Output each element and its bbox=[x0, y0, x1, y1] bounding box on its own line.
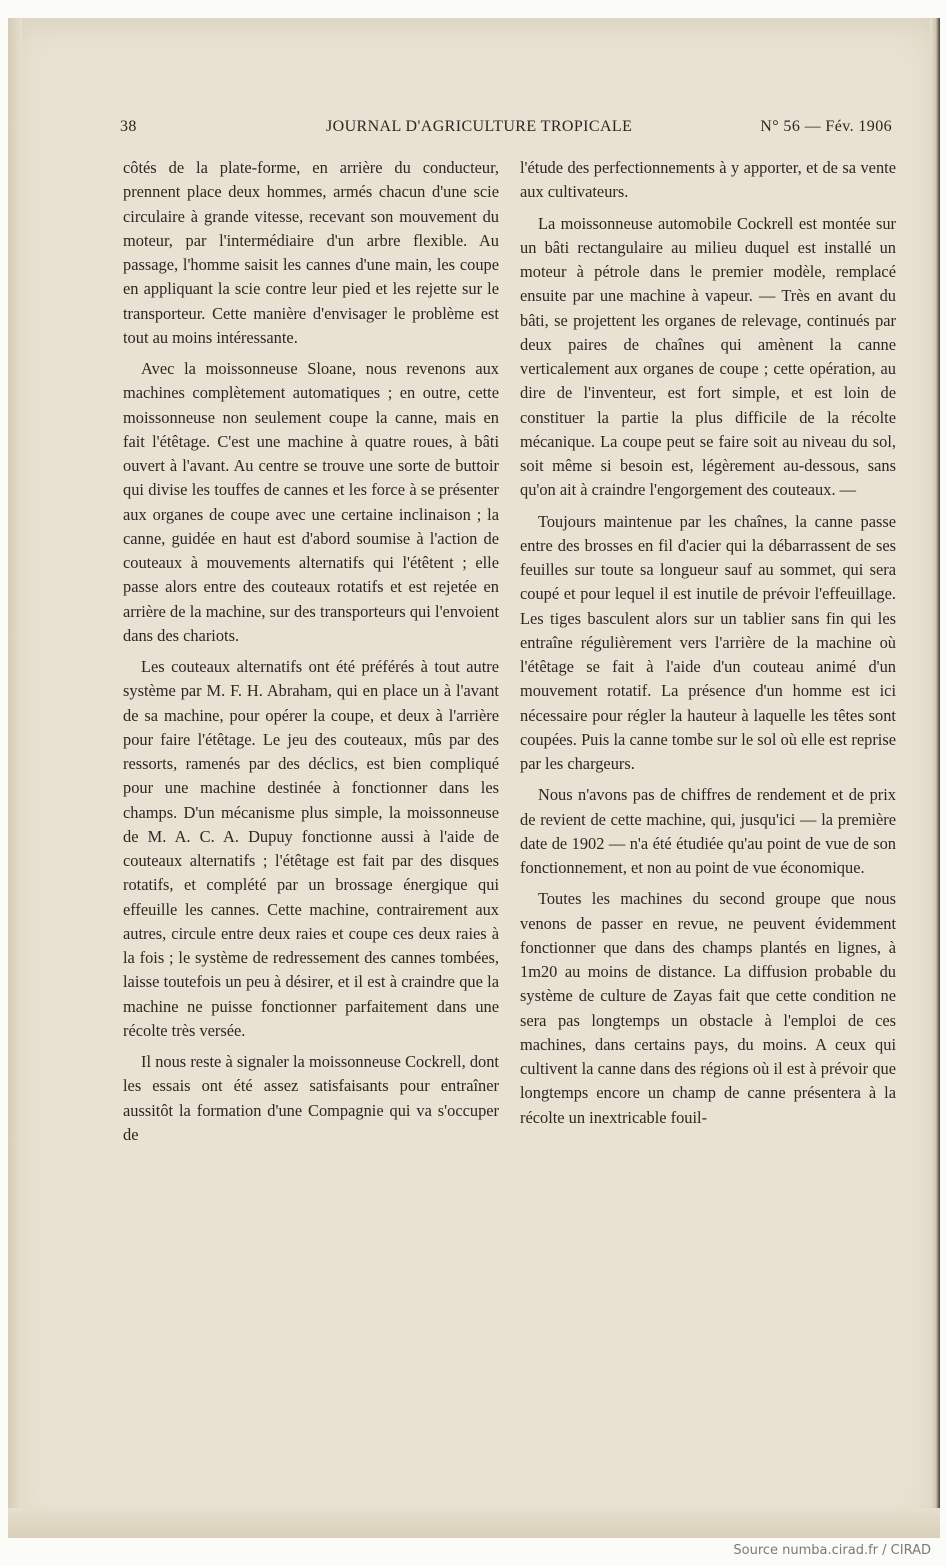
paragraph: côtés de la plate-forme, en arrière du conducteur, prennent place deux hommes, armés chacun d'une scie circulaire à grande vitesse, recevant son mouvement du moteur, par l'intermédiaire d'un arbre flexible. Au passage, l'homme saisit les cannes d'une main, les coupe en appliquant la scie contre leur pied et les rejette sur le transporteur. Cette manière d'envisager le problème est tout au moins intéressante. bbox=[123, 158, 499, 347]
paragraph: La moissonneuse automobile Cockrell est montée sur un bâti rectangulaire au milieu duquel est installé un moteur à pétrole dans le premier modèle, remplacé ensuite par une machine à vapeur. — Très en avant du bâti, se projettent les organes de relevage, continués par deux paires de chaînes qui amènent la canne verticalement aux organes de coupe ; cette opération, au dire de l'inventeur, est fort simple, et est loin de constituer la partie la plus difficile de la récolte mécanique. La coupe peut se faire soit au niveau du sol, soit même si besoin est, légèrement au-dessous, sans qu'on ait à craindre l'engorgement des couteaux. — bbox=[520, 213, 896, 500]
page-edge-left bbox=[8, 18, 22, 1538]
paragraph: Nous n'avons pas de chiffres de rendement et de prix de revient de cette machine, qui, jusqu'ici — la première date de 1902 — n'a été étudiée qu'au point de vue de son fonctionnement, et non au point de vue économique. bbox=[520, 785, 896, 877]
page-edge-right bbox=[930, 18, 940, 1538]
page-number: 38 bbox=[120, 118, 137, 135]
paragraph: Toujours maintenue par les chaînes, la canne passe entre des brosses en fil d'acier qui la débarrassent de ses feuilles sur toute sa longueur sauf au sommet, qui sera coupé et pour lequel il est inutile de prévoir l'effeuillage. Les tiges basculent alors sur un tablier sans fin qui les entraîne régulièrement vers l'arrière de la machine où l'étêtage se fait à l'aide d'un couteau animé d'un mouvement rotatif. La présence d'un homme est ici nécessaire pour régler la hauteur à laquelle les têtes sont coupées. Puis la canne tombe sur le sol où elle est reprise par les chargeurs. bbox=[520, 511, 896, 773]
paragraph: Toutes les machines du second groupe que nous venons de passer en revue, ne peuvent évidemment fonctionner que dans des champs plantés en lignes, à 1m20 au moins de distance. La diffusion probable du système de culture de Zayas fait que cette condition ne sera pas longtemps un obstacle à l'emploi de ces machines, dans certains pays, du moins. A ceux qui cultivent la canne dans des régions où il est à prévoir que longtemps encore un champ de canne présentera à la récolte un inextricable fouil- bbox=[520, 889, 896, 1127]
paragraph: Il nous reste à signaler la moissonneuse Cockrell, dont les essais ont été assez satisfaisants pour entraîner aussitôt la formation d'une Compagnie qui va s'occuper de bbox=[123, 1052, 499, 1144]
page-edge-bottom bbox=[8, 1508, 940, 1538]
paragraph: l'étude des perfectionnements à y apporter, et de sa vente aux cultivateurs. bbox=[520, 158, 896, 202]
text-column-right bbox=[520, 156, 896, 1130]
paragraph: Avec la moissonneuse Sloane, nous revenons aux machines complètement automatiques ; en outre, cette moissonneuse non seulement coupe la canne, mais en fait l'étêtage. C'est une machine à quatre roues, à bâti ouvert à l'avant. Au centre se trouve une sorte de buttoir qui divise les touffes de cannes et les force à se présenter aux organes de coupe avec une certaine inclinaison ; la canne, guidée en haut est d'abord soumise à l'action de couteaux à mouvements alternatifs qui l'étêtent ; elle passe alors entre des couteaux rotatifs et est rejetée en arrière de la machine, sur des transporteurs qui l'envoient dans des chariots. bbox=[123, 359, 499, 645]
issue-info: N° 56 — Fév. 1906 bbox=[760, 118, 892, 135]
running-header bbox=[120, 118, 892, 140]
paragraph: Les couteaux alternatifs ont été préférés à tout autre système par M. F. H. Abraham, qui en place un à l'avant de sa machine, pour opérer la coupe, et deux à l'arrière pour faire l'étêtage. Le jeu des couteaux, mûs par des ressorts, ramenés par des déclics, est bien compliqué pour une machine destinée à fonctionner dans les champs. D'un mécanisme plus simple, la moissonneuse de M. A. C. A. Dupuy fonctionne aussi à l'aide de couteaux alternatifs ; l'étêtage est fait par des disques rotatifs, et complété par un brossage énergique qui effeuille les cannes. Cette machine, contrairement aux autres, circule entre deux raies et coupe ces deux raies à la fois ; le système de redressement des cannes tombées, laisse toutefois un peu à désirer, et il est à craindre que la machine ne puisse fonctionner parfaitement dans une récolte très versée. bbox=[123, 657, 499, 1040]
journal-title: JOURNAL D'AGRICULTURE TROPICALE bbox=[326, 118, 633, 135]
source-credit: Source numba.cirad.fr / CIRAD bbox=[733, 1543, 931, 1558]
text-column-left bbox=[123, 156, 499, 1147]
